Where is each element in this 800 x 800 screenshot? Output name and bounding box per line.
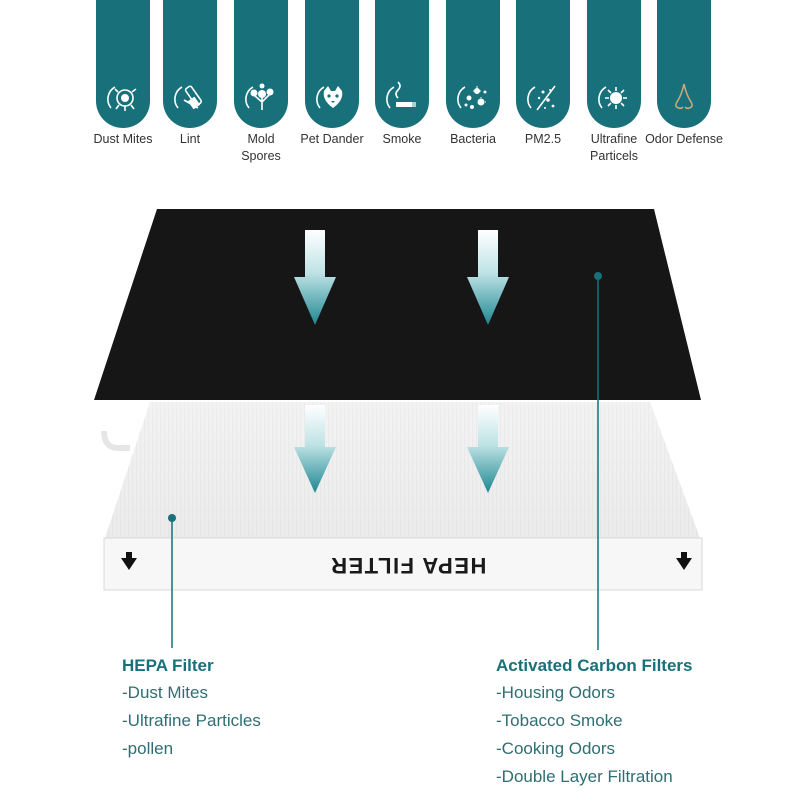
hepa-info-item: -Ultrafine Particles (122, 711, 261, 730)
carbon-info-item: -Cooking Odors (496, 739, 616, 758)
tab-label-pet-dander: Pet Dander (300, 132, 364, 146)
tab-label-lint: Lint (179, 132, 201, 146)
tab-label-ultrafine-particles: Ultrafine Particels (590, 132, 638, 163)
carbon-filter-sheet (94, 209, 701, 400)
hepa-info-item: -pollen (122, 739, 174, 758)
hepa-info-item: -Dust Mites (122, 683, 208, 702)
carbon-info-item: -Housing Odors (496, 683, 616, 702)
carbon-info-item: -Tobacco Smoke (496, 711, 623, 730)
hepa-filter-label: HEPA FILTER (329, 553, 487, 579)
hepa-strap (104, 431, 130, 448)
tab-label-pm25: PM2.5 (524, 132, 562, 146)
tab-label-dust-mites: Dust Mites (93, 132, 153, 146)
hepa-info-title: HEPA Filter (122, 656, 214, 675)
carbon-info-item: -Double Layer Filtration (496, 767, 673, 786)
tab-label-odor-defense: Odor Defense (645, 132, 723, 146)
tab-label-bacteria: Bacteria (450, 132, 496, 146)
tab-label-smoke: Smoke (382, 132, 422, 146)
carbon-info-title: Activated Carbon Filters (496, 656, 693, 675)
tab-label-mold-spores: Mold Spores (241, 132, 281, 163)
